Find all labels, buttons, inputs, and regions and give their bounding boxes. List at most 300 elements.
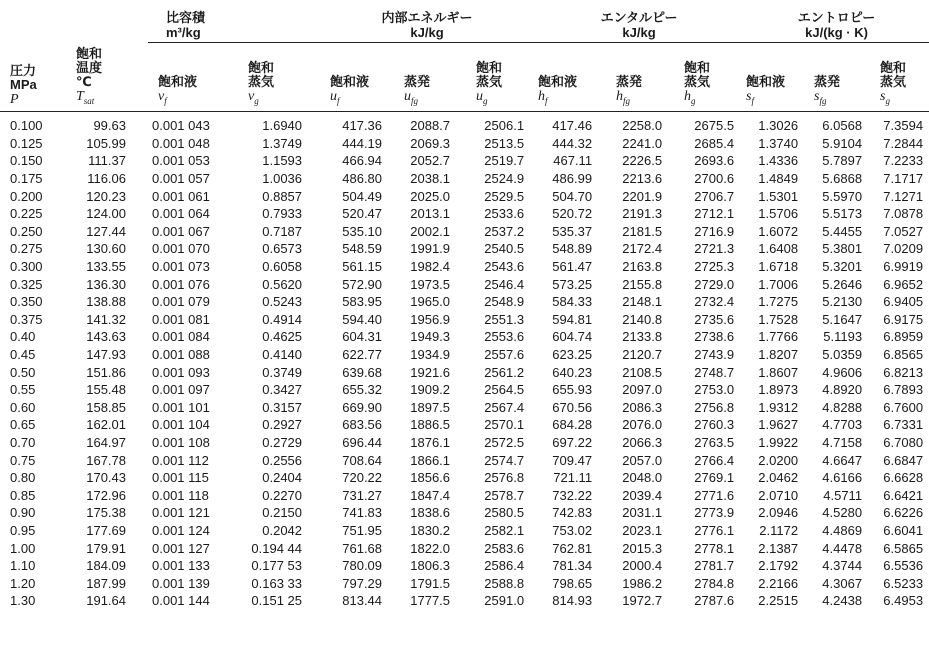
cell-sf: 2.0462 xyxy=(758,470,799,486)
cell-vg: 0.7187 xyxy=(262,223,303,239)
cell-sfg: 5.0359 xyxy=(822,347,863,363)
cell-ufg: 1956.9 xyxy=(410,311,451,327)
cell-uf: 548.59 xyxy=(342,241,383,257)
cell-uf: 583.95 xyxy=(342,294,383,310)
cell-hfg: 2031.1 xyxy=(622,505,663,521)
saturation-temp-symbol-letter: T xyxy=(76,88,84,104)
table-row xyxy=(0,592,929,610)
cell-pressure: 0.200 xyxy=(10,188,43,204)
col-sfg-symbol-letter: s xyxy=(814,88,820,104)
table-row xyxy=(0,399,929,417)
table-row xyxy=(0,240,929,258)
cell-pressure: 0.45 xyxy=(10,347,36,363)
cell-ufg: 1909.2 xyxy=(410,382,451,398)
col-vg-symbol-letter: v xyxy=(248,88,255,104)
table-row xyxy=(0,469,929,487)
cell-vg: 0.4914 xyxy=(262,311,303,327)
cell-sg: 6.6226 xyxy=(883,505,924,521)
cell-sf: 2.1387 xyxy=(758,540,799,556)
cell-hg: 2771.6 xyxy=(694,487,735,503)
cell-hg: 2743.9 xyxy=(694,347,735,363)
cell-ug: 2543.6 xyxy=(484,259,525,275)
cell-vf: 0.001 112 xyxy=(152,452,209,468)
cell-pressure: 0.65 xyxy=(10,417,36,433)
cell-hg: 2756.8 xyxy=(694,399,735,415)
cell-sfg: 4.8920 xyxy=(822,382,863,398)
cell-hf: 548.89 xyxy=(552,241,593,257)
cell-hfg: 2023.1 xyxy=(622,522,663,538)
col-sf-label: 飽和液 xyxy=(746,73,786,89)
cell-ufg: 2088.7 xyxy=(410,118,451,134)
col-vg-header xyxy=(240,43,320,108)
cell-saturation-temp: 177.69 xyxy=(86,522,126,538)
table-row xyxy=(0,276,929,294)
saturation-temp-symbol xyxy=(76,89,148,108)
cell-hfg: 2057.0 xyxy=(622,452,663,468)
col-hf-header xyxy=(534,43,602,108)
table-row xyxy=(0,170,929,188)
group-header-row xyxy=(0,0,929,43)
cell-sfg: 4.6647 xyxy=(822,452,863,468)
cell-pressure: 0.75 xyxy=(10,452,36,468)
col-ufg-symbol-sub: fg xyxy=(411,95,419,106)
cell-sg: 6.7893 xyxy=(883,382,924,398)
table-row xyxy=(0,575,929,593)
col-sf-symbol xyxy=(746,89,808,108)
col-ug-symbol-letter: u xyxy=(476,88,484,104)
col-vg-symbol xyxy=(248,89,320,108)
table-row xyxy=(0,557,929,575)
cell-hg: 2748.7 xyxy=(694,364,735,380)
cell-ufg: 1791.5 xyxy=(410,575,451,591)
cell-ufg: 2052.7 xyxy=(410,153,451,169)
cell-hf: 814.93 xyxy=(552,593,593,609)
cell-saturation-temp: 158.85 xyxy=(86,399,126,415)
cell-saturation-temp: 187.99 xyxy=(86,575,126,591)
cell-hf: 584.33 xyxy=(552,294,593,310)
cell-vg: 0.163 33 xyxy=(251,575,303,591)
col-vf-symbol xyxy=(158,89,240,108)
cell-hg: 2685.4 xyxy=(694,135,735,151)
col-ufg-symbol xyxy=(404,89,460,108)
pressure-unit: MPa xyxy=(10,77,37,93)
specific-volume-unit: m³/kg xyxy=(166,25,201,40)
cell-hf: 798.65 xyxy=(552,575,593,591)
cell-hf: 721.11 xyxy=(553,470,593,486)
cell-sg: 7.1717 xyxy=(883,171,924,187)
col-uf-label: 飽和液 xyxy=(330,73,370,89)
cell-ufg: 2038.1 xyxy=(410,171,451,187)
cell-sf: 1.9312 xyxy=(758,399,799,415)
cell-sg: 7.0527 xyxy=(883,223,924,239)
cell-hfg: 2086.3 xyxy=(622,399,663,415)
cell-ug: 2588.8 xyxy=(484,575,525,591)
cell-saturation-temp: 155.48 xyxy=(86,382,126,398)
cell-uf: 751.95 xyxy=(342,522,383,538)
cell-hf: 467.11 xyxy=(553,153,593,169)
cell-pressure: 0.50 xyxy=(10,364,36,380)
table-row xyxy=(0,504,929,522)
col-sg-label: 飽和蒸気 xyxy=(880,59,907,89)
cell-sf: 2.1792 xyxy=(758,558,799,574)
cell-saturation-temp: 184.09 xyxy=(86,558,126,574)
cell-uf: 797.29 xyxy=(342,575,383,591)
cell-hg: 2706.7 xyxy=(694,188,735,204)
cell-vg: 0.3157 xyxy=(262,399,303,415)
col-hg-symbol-letter: h xyxy=(684,88,692,104)
cell-ufg: 1973.5 xyxy=(410,276,451,292)
cell-vg: 0.4625 xyxy=(262,329,303,345)
cell-vg: 0.2150 xyxy=(262,505,303,521)
table-row xyxy=(0,293,929,311)
cell-saturation-temp: 136.30 xyxy=(86,276,126,292)
col-hfg-symbol-letter: h xyxy=(616,88,624,104)
cell-ufg: 1921.6 xyxy=(410,364,451,380)
cell-vf: 0.001 048 xyxy=(152,135,210,151)
cell-hfg: 2140.8 xyxy=(622,311,663,327)
table-row xyxy=(0,258,929,276)
col-ufg-symbol-letter: u xyxy=(404,88,412,104)
cell-saturation-temp: 138.88 xyxy=(86,294,126,310)
cell-saturation-temp: 124.00 xyxy=(86,206,126,222)
enthalpy-group xyxy=(534,0,744,43)
cell-uf: 535.10 xyxy=(342,223,383,239)
cell-vg: 0.7933 xyxy=(262,206,303,222)
col-hg-symbol-sub: g xyxy=(691,95,696,106)
cell-ug: 2580.5 xyxy=(484,505,525,521)
cell-vf: 0.001 067 xyxy=(152,223,210,239)
cell-hg: 2700.6 xyxy=(694,171,735,187)
col-ufg-label: 蒸発 xyxy=(404,73,431,89)
col-ufg-header xyxy=(392,43,460,108)
cell-pressure: 1.30 xyxy=(10,593,36,609)
cell-sg: 6.8959 xyxy=(883,329,924,345)
cell-sfg: 4.4869 xyxy=(822,522,863,538)
cell-sfg: 5.4455 xyxy=(822,223,863,239)
cell-sfg: 4.3744 xyxy=(822,558,863,574)
cell-hfg: 2155.8 xyxy=(622,276,663,292)
cell-ufg: 1934.9 xyxy=(410,347,451,363)
cell-vf: 0.001 144 xyxy=(152,593,210,609)
cell-uf: 813.44 xyxy=(342,593,383,609)
cell-ug: 2582.1 xyxy=(484,522,525,538)
cell-hfg: 1972.7 xyxy=(622,593,663,609)
cell-sf: 1.4849 xyxy=(758,171,799,187)
cell-vg: 0.151 25 xyxy=(251,593,303,609)
cell-sg: 6.6628 xyxy=(883,470,924,486)
cell-hg: 2725.3 xyxy=(694,259,735,275)
cell-hf: 504.70 xyxy=(552,188,593,204)
cell-ug: 2529.5 xyxy=(484,188,525,204)
cell-vf: 0.001 104 xyxy=(152,417,210,433)
cell-vf: 0.001 127 xyxy=(152,540,210,556)
col-vf-label: 飽和液 xyxy=(158,73,198,89)
cell-ug: 2548.9 xyxy=(484,294,525,310)
cell-sfg: 5.3201 xyxy=(822,259,863,275)
cell-ufg: 1897.5 xyxy=(410,399,451,415)
cell-hfg: 1986.2 xyxy=(622,575,663,591)
table-row xyxy=(0,328,929,346)
cell-vf: 0.001 115 xyxy=(152,470,209,486)
table-row xyxy=(0,416,929,434)
cell-hg: 2716.9 xyxy=(694,223,735,239)
cell-hf: 670.56 xyxy=(552,399,593,415)
internal-energy-unit: kJ/kg xyxy=(410,25,444,40)
cell-uf: 466.94 xyxy=(342,153,383,169)
cell-sfg: 5.9104 xyxy=(822,135,863,151)
cell-vf: 0.001 043 xyxy=(152,118,210,134)
cell-vf: 0.001 101 xyxy=(152,399,210,415)
cell-hfg: 2258.0 xyxy=(622,118,663,134)
cell-vg: 0.2042 xyxy=(262,522,303,538)
cell-sf: 1.9627 xyxy=(758,417,799,433)
cell-sfg: 5.5970 xyxy=(822,188,863,204)
cell-ufg: 1949.3 xyxy=(410,329,451,345)
cell-saturation-temp: 167.78 xyxy=(86,452,126,468)
col-sg-symbol-letter: s xyxy=(880,88,886,104)
cell-vf: 0.001 079 xyxy=(152,294,210,310)
cell-hf: 561.47 xyxy=(552,259,593,275)
cell-hf: 684.28 xyxy=(552,417,593,433)
cell-hfg: 2133.8 xyxy=(622,329,663,345)
cell-hg: 2773.9 xyxy=(694,505,735,521)
cell-ug: 2546.4 xyxy=(484,276,525,292)
cell-saturation-temp: 130.60 xyxy=(86,241,126,257)
specific-volume-group xyxy=(148,0,320,43)
cell-uf: 683.56 xyxy=(342,417,383,433)
col-hfg-label: 蒸発 xyxy=(616,73,643,89)
cell-ug: 2553.6 xyxy=(484,329,525,345)
cell-sg: 6.7600 xyxy=(883,399,924,415)
cell-saturation-temp: 99.63 xyxy=(93,118,126,134)
cell-saturation-temp: 147.93 xyxy=(86,347,126,363)
cell-vg: 0.2270 xyxy=(262,487,303,503)
cell-sf: 2.2515 xyxy=(758,593,799,609)
cell-sf: 2.0200 xyxy=(758,452,799,468)
cell-hf: 697.22 xyxy=(552,434,593,450)
table-row xyxy=(0,135,929,153)
cell-vg: 1.3749 xyxy=(262,135,303,151)
cell-sg: 6.9405 xyxy=(883,294,924,310)
cell-sg: 6.8213 xyxy=(883,364,924,380)
cell-ufg: 2002.1 xyxy=(410,223,451,239)
cell-ug: 2574.7 xyxy=(484,452,525,468)
cell-vg: 0.177 53 xyxy=(251,558,303,574)
cell-vf: 0.001 073 xyxy=(152,259,210,275)
col-ug-header xyxy=(460,43,534,108)
cell-vg: 0.6573 xyxy=(262,241,303,257)
cell-hg: 2787.6 xyxy=(694,593,735,609)
cell-hfg: 2108.5 xyxy=(622,364,663,380)
cell-pressure: 0.350 xyxy=(10,294,43,310)
cell-saturation-temp: 111.37 xyxy=(88,153,126,169)
cell-sg: 6.5233 xyxy=(883,575,924,591)
cell-ug: 2586.4 xyxy=(484,558,525,574)
col-hg-label: 飽和蒸気 xyxy=(684,59,711,89)
cell-sfg: 5.6868 xyxy=(822,171,863,187)
col-uf-symbol xyxy=(330,89,392,108)
entropy-title: エントロピー xyxy=(797,10,876,25)
col-vf-header xyxy=(148,43,240,108)
cell-saturation-temp: 164.97 xyxy=(86,434,126,450)
cell-sfg: 5.1193 xyxy=(823,329,863,345)
col-ug-symbol-sub: g xyxy=(483,95,488,106)
cell-sfg: 5.7897 xyxy=(822,153,863,169)
cell-sfg: 4.7158 xyxy=(822,434,863,450)
cell-sf: 1.8607 xyxy=(758,364,799,380)
cell-ufg: 1806.3 xyxy=(410,558,451,574)
cell-vf: 0.001 133 xyxy=(152,558,210,574)
cell-ug: 2513.5 xyxy=(484,135,525,151)
cell-hfg: 2163.8 xyxy=(622,259,663,275)
cell-ug: 2572.5 xyxy=(484,434,525,450)
cell-saturation-temp: 191.64 xyxy=(86,593,126,609)
table-row xyxy=(0,452,929,470)
cell-ug: 2591.0 xyxy=(484,593,525,609)
cell-sg: 6.9652 xyxy=(883,276,924,292)
cell-hg: 2766.4 xyxy=(694,452,735,468)
cell-saturation-temp: 105.99 xyxy=(86,135,126,151)
table-row xyxy=(0,152,929,170)
cell-hg: 2675.5 xyxy=(694,118,735,134)
cell-hfg: 2039.4 xyxy=(622,487,663,503)
cell-vg: 0.2556 xyxy=(262,452,303,468)
cell-sfg: 5.2130 xyxy=(822,294,863,310)
cell-hfg: 2226.5 xyxy=(622,153,663,169)
cell-saturation-temp: 143.63 xyxy=(86,329,126,345)
enthalpy-title: エンタルピー xyxy=(600,10,678,25)
saturation-temp-symbol-sub: sat xyxy=(83,95,95,106)
cell-pressure: 0.275 xyxy=(10,241,43,257)
cell-ufg: 1876.1 xyxy=(410,434,451,450)
internal-energy-group xyxy=(320,0,534,43)
cell-vf: 0.001 108 xyxy=(152,434,210,450)
col-uf-symbol-sub: f xyxy=(337,95,340,106)
cell-hg: 2693.6 xyxy=(694,153,735,169)
cell-sg: 7.1271 xyxy=(883,188,924,204)
cell-ug: 2583.6 xyxy=(484,540,525,556)
cell-hfg: 2213.6 xyxy=(622,171,663,187)
cell-sg: 7.3594 xyxy=(883,118,924,134)
cell-saturation-temp: 175.38 xyxy=(86,505,126,521)
pressure-header xyxy=(0,43,64,108)
cell-ufg: 1991.9 xyxy=(410,241,451,257)
cell-sf: 1.5706 xyxy=(758,206,799,222)
cell-vf: 0.001 093 xyxy=(152,364,210,380)
internal-energy-title: 内部エネルギー xyxy=(381,10,473,25)
cell-hfg: 2000.4 xyxy=(622,558,663,574)
cell-vf: 0.001 057 xyxy=(152,171,210,187)
cell-pressure: 0.70 xyxy=(10,434,36,450)
cell-sfg: 4.8288 xyxy=(822,399,863,415)
cell-sg: 6.5865 xyxy=(883,540,924,556)
cell-saturation-temp: 179.91 xyxy=(86,540,126,556)
cell-ug: 2564.5 xyxy=(484,382,525,398)
cell-hfg: 2048.0 xyxy=(622,470,663,486)
table-row xyxy=(0,540,929,558)
cell-sf: 1.3740 xyxy=(758,135,799,151)
cell-sfg: 5.5173 xyxy=(822,206,863,222)
col-uf-symbol-letter: u xyxy=(330,88,338,104)
cell-hg: 2769.1 xyxy=(694,470,735,486)
cell-sf: 2.1172 xyxy=(759,522,799,538)
cell-sf: 2.0710 xyxy=(758,487,799,503)
column-header-row xyxy=(0,43,929,108)
cell-hf: 732.22 xyxy=(552,487,593,503)
col-sf-symbol-sub: f xyxy=(751,95,755,106)
cell-vg: 0.3749 xyxy=(262,364,303,380)
cell-pressure: 0.80 xyxy=(10,470,36,486)
cell-hg: 2735.6 xyxy=(694,311,735,327)
cell-vg: 0.3427 xyxy=(262,382,303,398)
col-sfg-label: 蒸発 xyxy=(814,73,841,89)
cell-hf: 573.25 xyxy=(552,276,593,292)
cell-hfg: 2120.7 xyxy=(622,347,663,363)
cell-ufg: 1886.5 xyxy=(410,417,451,433)
cell-saturation-temp: 141.32 xyxy=(86,311,126,327)
cell-hf: 655.93 xyxy=(552,382,593,398)
col-hf-symbol-letter: h xyxy=(538,88,546,104)
cell-saturation-temp: 120.23 xyxy=(86,188,126,204)
cell-uf: 486.80 xyxy=(342,171,383,187)
cell-uf: 520.47 xyxy=(342,206,383,222)
cell-uf: 780.09 xyxy=(342,558,383,574)
cell-vf: 0.001 139 xyxy=(152,575,210,591)
cell-uf: 561.15 xyxy=(342,259,383,275)
table-row xyxy=(0,487,929,505)
cell-pressure: 0.325 xyxy=(10,276,43,292)
cell-sfg: 4.4478 xyxy=(822,540,863,556)
cell-vg: 1.6940 xyxy=(262,118,303,134)
cell-sf: 1.5301 xyxy=(758,188,799,204)
cell-vg: 0.2927 xyxy=(262,417,303,433)
cell-hfg: 2191.3 xyxy=(622,206,663,222)
cell-vf: 0.001 088 xyxy=(152,347,210,363)
cell-sf: 1.6072 xyxy=(758,223,799,239)
cell-saturation-temp: 116.06 xyxy=(87,171,126,187)
cell-ufg: 1847.4 xyxy=(410,487,451,503)
cell-hfg: 2181.5 xyxy=(622,223,663,239)
cell-pressure: 0.55 xyxy=(10,382,36,398)
cell-vf: 0.001 118 xyxy=(152,487,209,503)
cell-sg: 6.7080 xyxy=(883,434,924,450)
cell-hfg: 2097.0 xyxy=(622,382,663,398)
cell-hg: 2738.6 xyxy=(694,329,735,345)
cell-ug: 2537.2 xyxy=(484,223,525,239)
cell-uf: 622.77 xyxy=(342,347,383,363)
col-hg-header xyxy=(672,43,744,108)
cell-uf: 655.32 xyxy=(342,382,383,398)
cell-sg: 6.4953 xyxy=(883,593,924,609)
cell-ug: 2557.6 xyxy=(484,347,525,363)
enthalpy-unit: kJ/kg xyxy=(622,25,656,40)
cell-vf: 0.001 124 xyxy=(152,522,210,538)
cell-hf: 640.23 xyxy=(552,364,593,380)
col-hf-symbol-sub: f xyxy=(545,95,548,106)
cell-sf: 1.7275 xyxy=(758,294,799,310)
cell-vf: 0.001 061 xyxy=(152,188,210,204)
cell-hg: 2732.4 xyxy=(694,294,735,310)
cell-uf: 639.68 xyxy=(342,364,383,380)
cell-uf: 572.90 xyxy=(342,276,383,292)
cell-sg: 6.6041 xyxy=(883,522,924,538)
col-hf-label: 飽和液 xyxy=(538,73,578,89)
cell-pressure: 0.85 xyxy=(10,487,36,503)
cell-uf: 761.68 xyxy=(342,540,383,556)
cell-pressure: 0.95 xyxy=(10,522,36,538)
col-hfg-header xyxy=(602,43,672,108)
col-uf-header xyxy=(320,43,392,108)
